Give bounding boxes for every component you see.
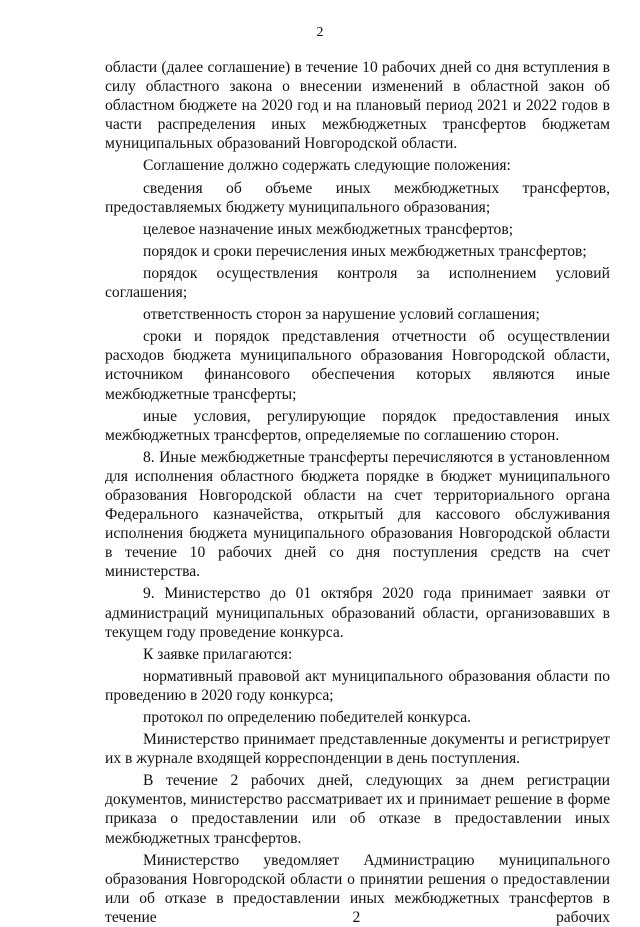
list-item-other-conditions: иные условия, регулирующие порядок предоставления иных межбюджетных трансфертов, определяемые по соглашению сторон.	[105, 407, 610, 444]
paragraph-agreement-contents-intro: Соглашение должно содержать следующие положения:	[143, 157, 511, 175]
document-body	[105, 58, 610, 927]
list-item-reporting: сроки и порядок представления отчетности об осуществлении расходов бюджета муниципального образования Новгородской области, источником финансового обеспечения которых являются иные межбюджетные трансферты;	[105, 328, 610, 403]
page-number: 2	[316, 25, 324, 40]
paragraph-attachments-intro: К заявке прилагаются:	[143, 645, 293, 663]
paragraph-review-decision: В течение 2 рабочих дней, следующих за днем регистрации документов, министерство рассматривает их и принимает решение в форме приказа о предоставлении или об отказе в предоставлении иных межбюджетных трансфертов.	[105, 772, 610, 847]
list-item-legal-act: нормативный правовой акт муниципального образования области по проведению в 2020 году конкурса;	[105, 667, 610, 704]
list-item-responsibility: ответственность сторон за нарушение условий соглашения;	[143, 306, 540, 324]
paragraph-registration: Министерство принимает представленные документы и регистрирует их в журнале входящей корреспонденции в день поступления.	[105, 731, 610, 768]
list-item-purpose: целевое назначение иных межбюджетных трансфертов;	[143, 220, 514, 238]
paragraph-notification: Министерство уведомляет Администрацию муниципального образования Новгородской области о принятии решения о предоставлении или об отказе в предоставлении иных межбюджетных трансфертов в течение 2 рабочих	[105, 851, 610, 926]
list-item-transfer-volume: сведения об объеме иных межбюджетных трансфертов, предоставляемых бюджету муниципального образования;	[105, 179, 610, 216]
list-item-control: порядок осуществления контроля за исполнением условий соглашения;	[105, 264, 610, 302]
paragraph-item-8: 8. Иные межбюджетные трансферты перечисляются в установленном для исполнения областного бюджета порядке в бюджет муниципального образования Новгородской области на счет территориального органа Федерального казначейства, открытый для кассового обслуживания исполнения бюджета муниципального образования Новгородской области в течение 10 рабочих дней со дня поступления средств на счет министерства.	[105, 448, 610, 581]
list-item-protocol: протокол по определению победителей конкурса.	[143, 709, 472, 726]
paragraph-item-9: 9. Министерство до 01 октября 2020 года принимает заявки от администраций муниципальных образований области, организовавших в текущем году проведение конкурса.	[105, 585, 610, 641]
paragraph-agreement-continuation: области (далее соглашение) в течение 10 рабочих дней со дня вступления в силу областного закона о внесении изменений в областной закон об областном бюджете на 2020 год и на плановый период 2021 и 2022 годов в части распределения иных межбюджетных трансфертов бюджетам муниципальных образований Новгородской области.	[105, 59, 610, 153]
list-item-transfer-terms: порядок и сроки перечисления иных межбюджетных трансфертов;	[143, 242, 587, 260]
